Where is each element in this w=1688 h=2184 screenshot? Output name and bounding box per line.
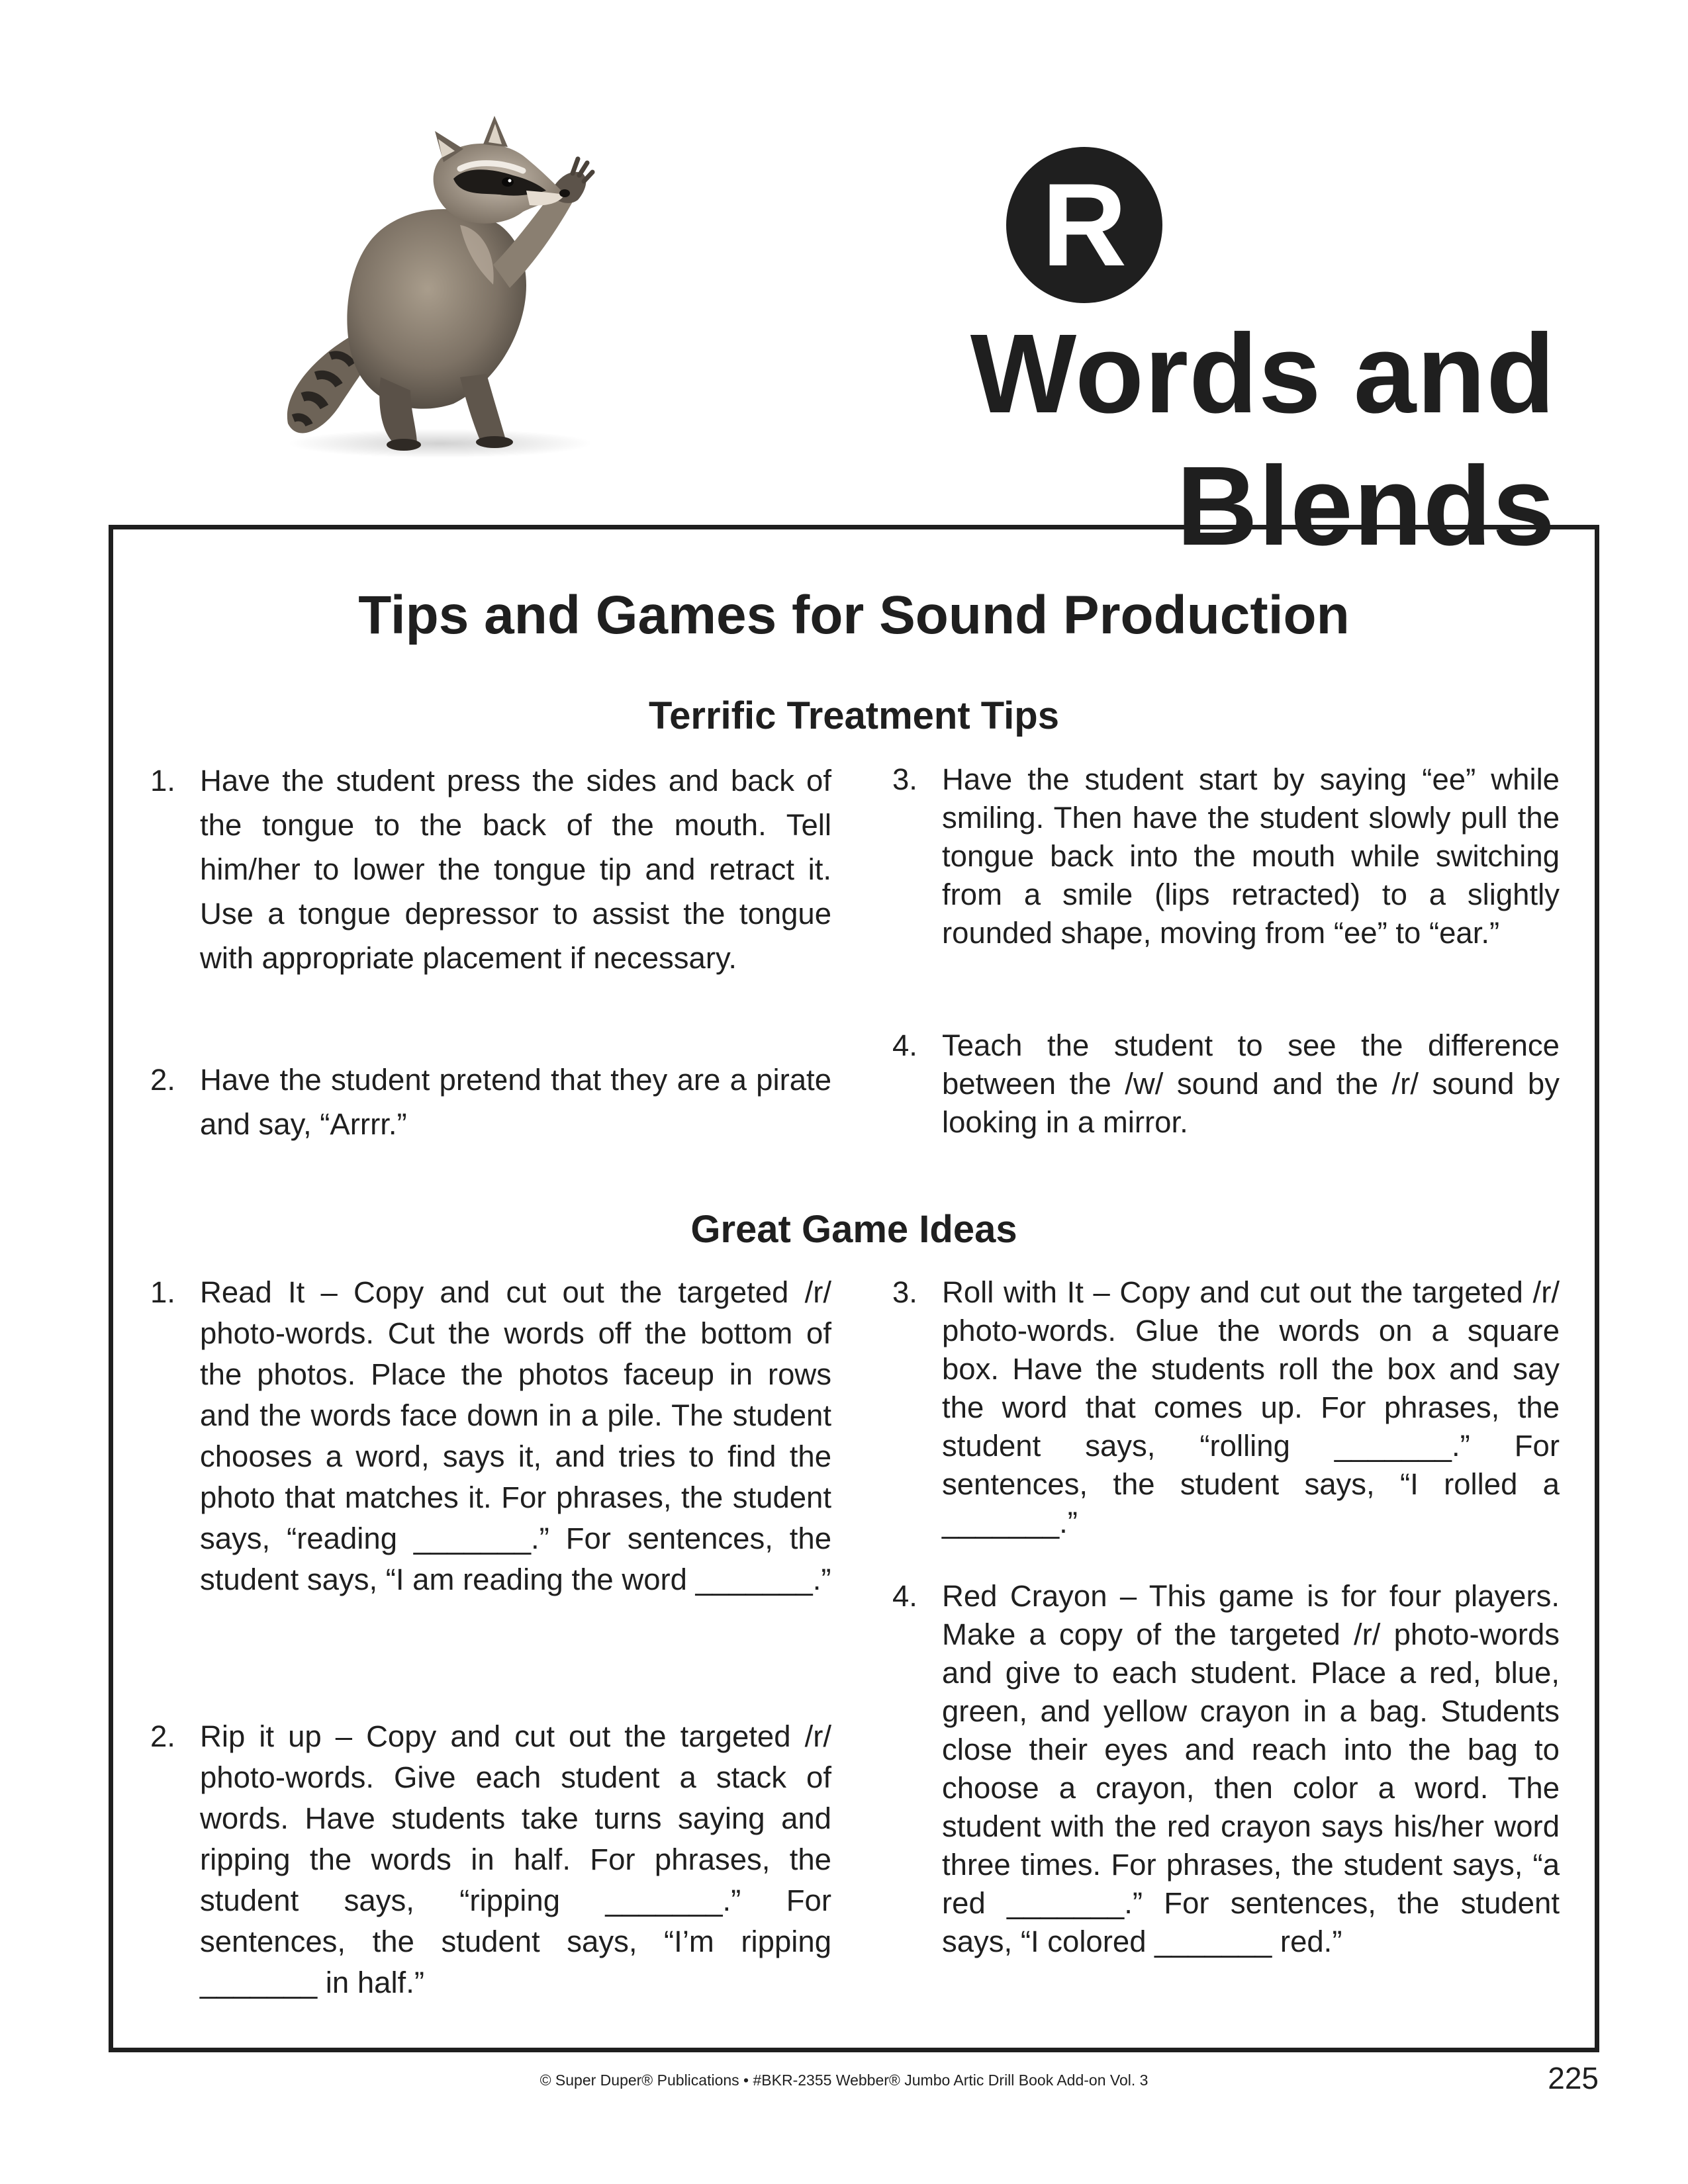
footer-credit: © Super Duper® Publications • #BKR-2355 Webber® Jumbo Artic Drill Book Add-on Vol. 3 bbox=[539, 2071, 1149, 2089]
treatment-tip bbox=[150, 758, 831, 980]
item-number: 1. bbox=[150, 1275, 175, 1309]
treatment-tip bbox=[150, 1058, 831, 1146]
item-text: Teach the student to see the difference between the /w/ sound and the /r/ sound by looking in a mirror. bbox=[942, 1028, 1560, 1139]
item-number: 1. bbox=[150, 764, 175, 797]
item-text: Have the student start by saying “ee” while smiling. Then have the student slowly pull the tongue back into the mouth while switching from a smile (lips retracted) to a slightly rounded shape, moving from “ee” to “ear.” bbox=[942, 762, 1560, 950]
game-idea bbox=[150, 1272, 831, 1600]
item-text: Have the student press the sides and back of the tongue to the back of the mouth. Tell him/her to lower the tongue tip and retract it. Use a tongue depressor to assist the tongue with appropriate placement if necessary. bbox=[200, 764, 831, 975]
item-number: 4. bbox=[892, 1028, 917, 1062]
item-number: 2. bbox=[150, 1063, 175, 1097]
item-text: Roll with It – Copy and cut out the targeted /r/ photo-words. Glue the words on a square box. Have the students roll the box and say the word that comes up. For phrases, the student says, “rolling _______.” For sentences, the student says, “I rolled a _______.” bbox=[942, 1275, 1560, 1539]
tips-box bbox=[109, 525, 1599, 2052]
box-title: Tips and Games for Sound Production bbox=[358, 585, 1350, 645]
treatment-tips-heading: Terrific Treatment Tips bbox=[649, 694, 1059, 737]
letter-badge: R bbox=[1006, 147, 1162, 303]
item-number: 2. bbox=[150, 1719, 175, 1753]
item-text: Red Crayon – This game is for four players. Make a copy of the targeted /r/ photo-words and give to each student. Place a red, blue, green, and yellow crayon in a bag. Students close their eyes and reach into the bag to choose a crayon, then color a word. The student with the red crayon says his/her word three times. For phrases, the student says, “a red _______.” For sentences, the student says, “I colored _______ red.” bbox=[942, 1579, 1560, 1958]
treatment-tip bbox=[892, 1026, 1560, 1142]
treatment-tip bbox=[892, 760, 1560, 952]
item-text: Have the student pretend that they are a pirate and say, “Arrrr.” bbox=[200, 1063, 831, 1141]
item-number: 3. bbox=[892, 762, 917, 796]
item-text: Rip it up – Copy and cut out the targeted /r/ photo-words. Give each student a stack of words. Have students take turns saying and ripping the words in half. For phrases, the student says, “ripping _______.” For sentences, the student says, “I’m ripping _______ in half.” bbox=[200, 1719, 831, 1999]
game-ideas-heading: Great Game Ideas bbox=[690, 1208, 1017, 1251]
item-text: Read It – Copy and cut out the targeted /r/ photo-words. Cut the words off the bottom of the photos. Place the photos faceup in rows and the words face down in a pile. The student chooses a word, says it, and tries to find the photo that matches it. For phrases, the student says, “reading _______.” For sentences, the student says, “I am reading the word _______.” bbox=[200, 1275, 831, 1596]
item-number: 3. bbox=[892, 1275, 917, 1309]
game-idea bbox=[892, 1273, 1560, 1542]
game-idea bbox=[892, 1577, 1560, 1961]
page-number: 225 bbox=[1548, 2061, 1599, 2095]
game-idea bbox=[150, 1716, 831, 2003]
page-title: Words and Blends bbox=[970, 311, 1556, 569]
item-number: 4. bbox=[892, 1579, 917, 1613]
